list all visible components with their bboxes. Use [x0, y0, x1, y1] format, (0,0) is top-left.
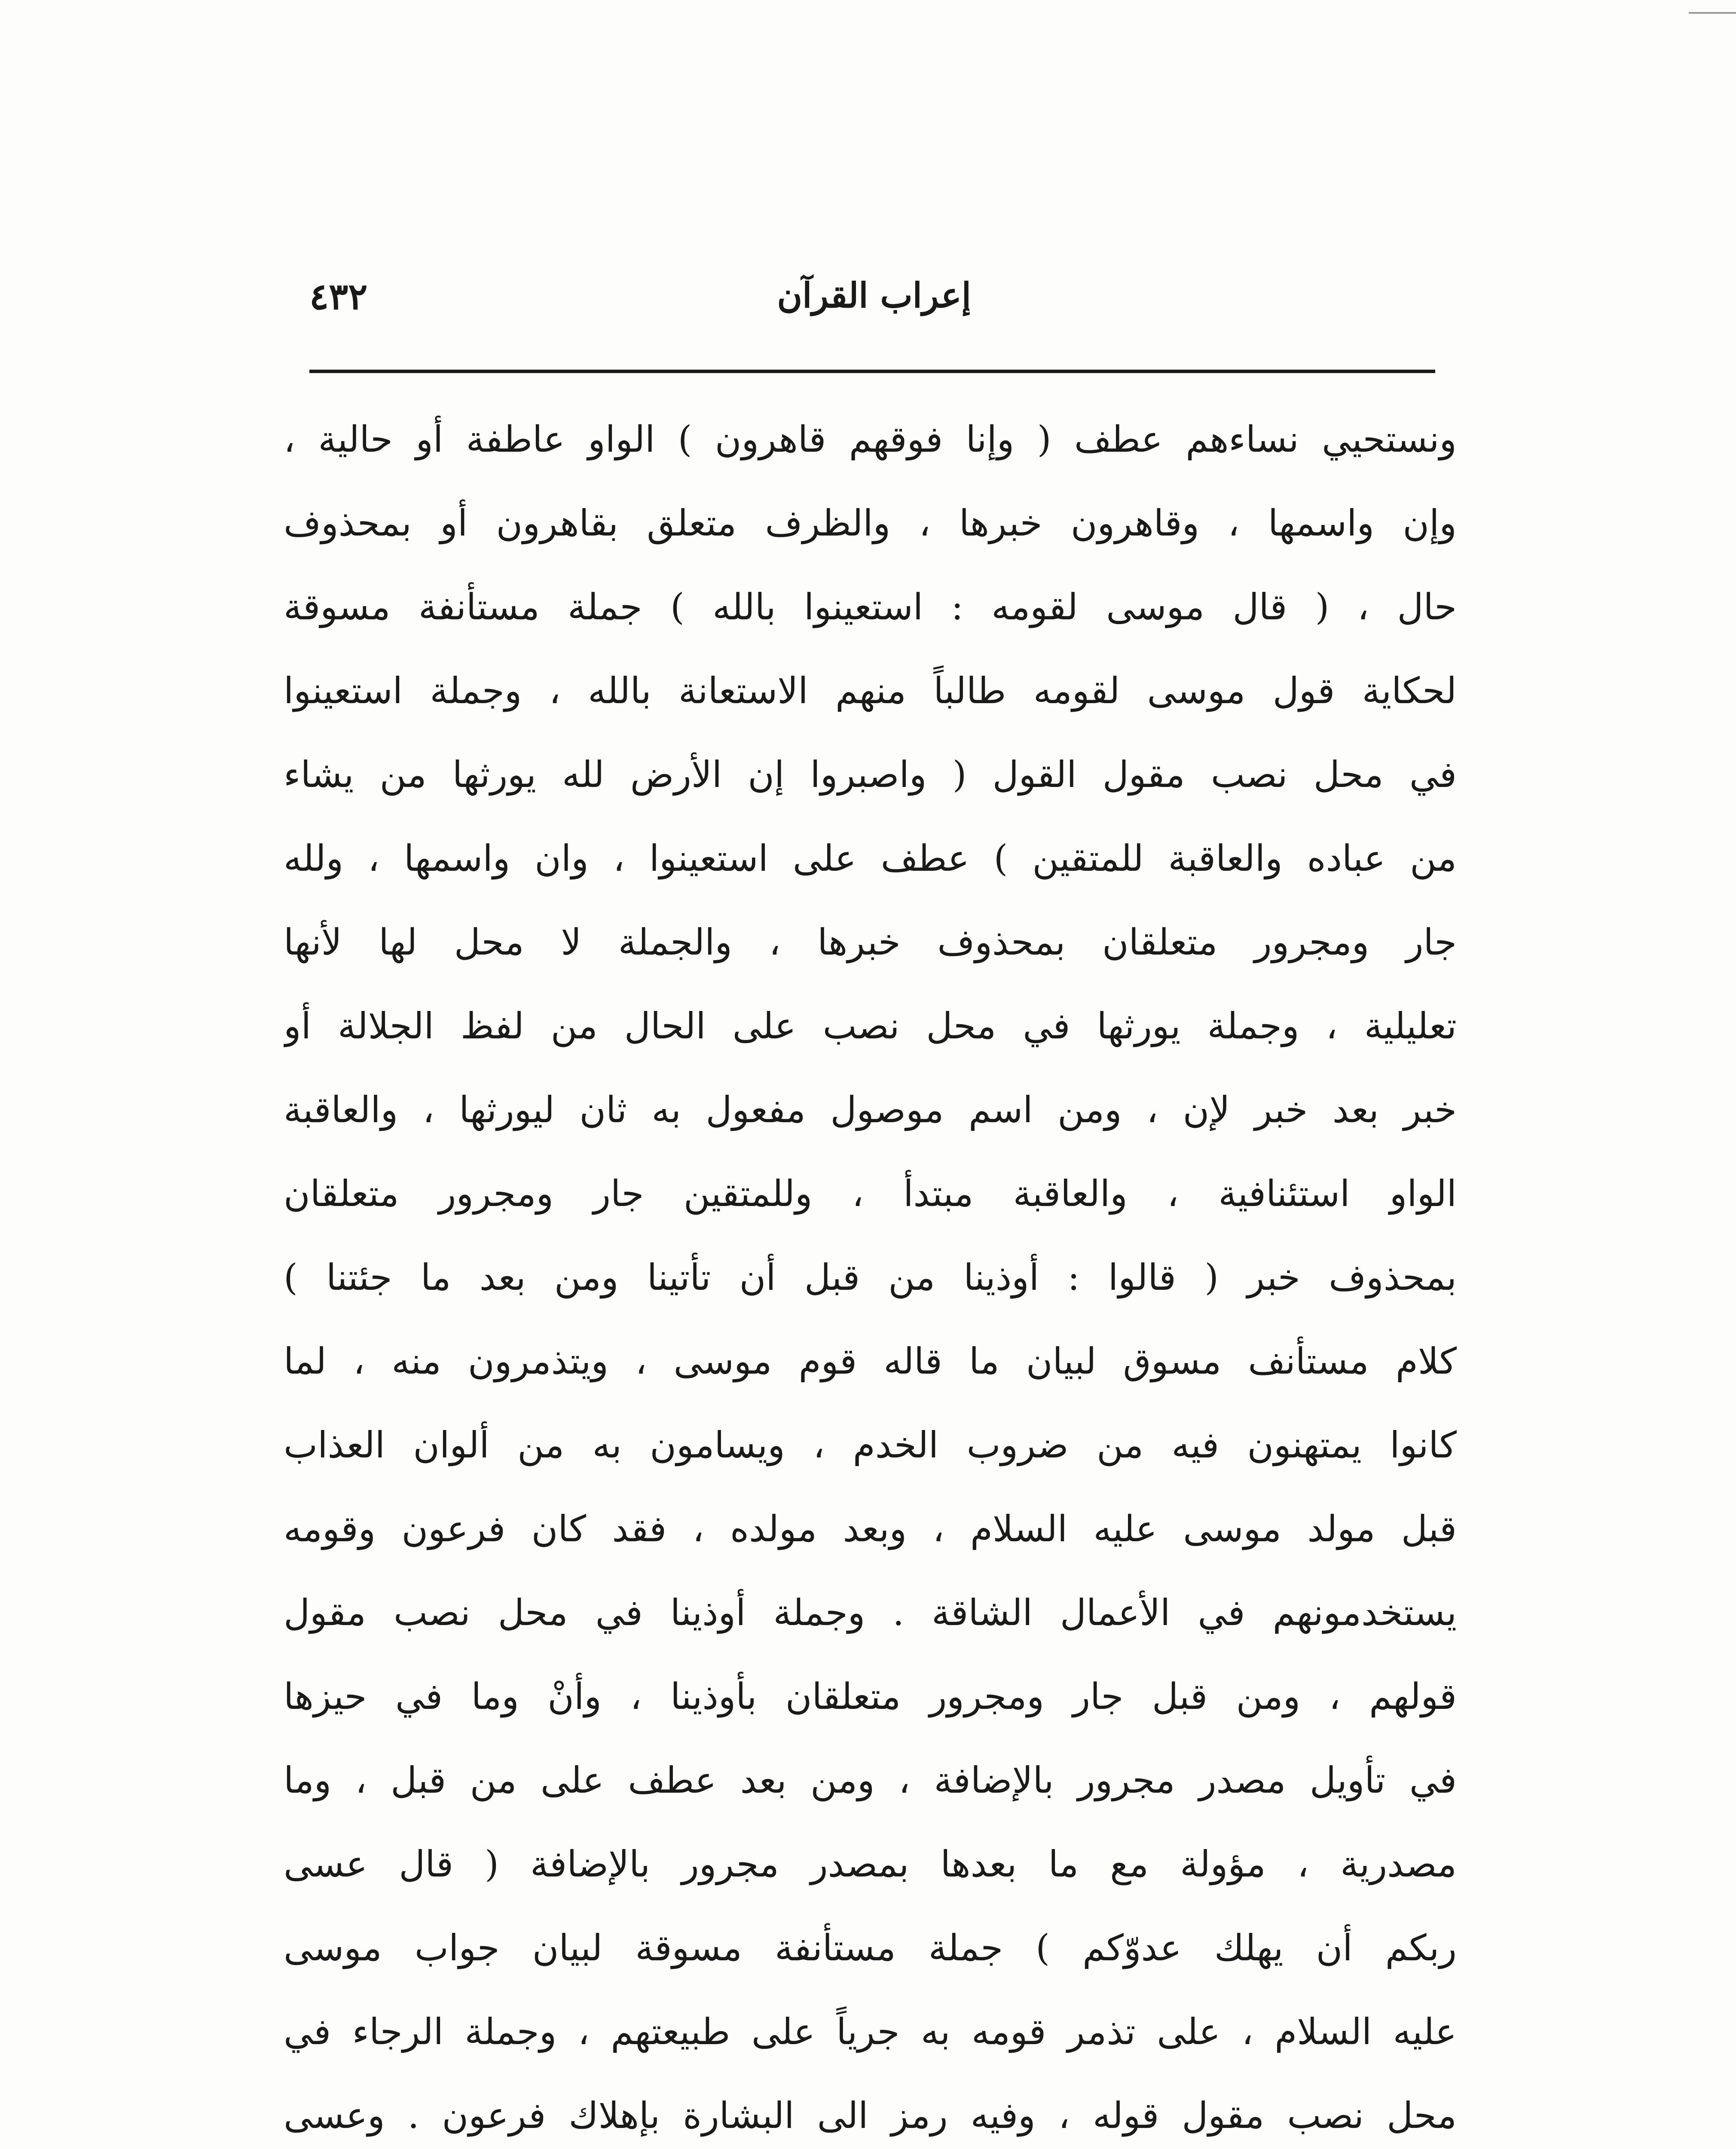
text-line: ونستحيي نساءهم عطف ( وإنا فوقهم قاهرون ) الواو عاطفة أو حالية ، — [284, 418, 1457, 460]
text-line: لحكاية قول موسى لقومه طالباً منهم الاستعانة بالله ، وجملة استعينوا — [284, 670, 1457, 712]
text-line: جار ومجرور متعلقان بمحذوف خبرها ، والجملة لا محل لها لأنها — [284, 921, 1457, 963]
text-line: ربكم أن يهلك عدوّكم ) جملة مستأنفة مسوقة لبيان جواب موسى — [284, 1927, 1457, 1969]
body-text — [284, 398, 1457, 2149]
text-line: حال ، ( قال موسى لقومه : استعينوا بالله ) جملة مستأنفة مسوقة — [284, 586, 1457, 628]
text-line: بمحذوف خبر ( قالوا : أوذينا من قبل أن تأتينا ومن بعد ما جئتنا ) — [284, 1256, 1457, 1298]
text-line: مصدرية ، مؤولة مع ما بعدها بمصدر مجرور بالإضافة ( قال عسى — [284, 1843, 1457, 1885]
running-title: إعراب القرآن — [777, 275, 971, 315]
text-line: وإن واسمها ، وقاهرون خبرها ، والظرف متعلق بقاهرون أو بمحذوف — [284, 502, 1457, 544]
page-corner-mark — [1689, 12, 1736, 14]
text-line: من عباده والعاقبة للمتقين ) عطف على استعينوا ، وان واسمها ، ولله — [284, 837, 1457, 879]
page-header — [309, 275, 1435, 331]
text-line: كلام مستأنف مسوق لبيان ما قاله قوم موسى ، ويتذمرون منه ، لما — [284, 1340, 1457, 1382]
text-line: في تأويل مصدر مجرور بالإضافة ، ومن بعد عطف على من قبل ، وما — [284, 1759, 1457, 1801]
text-line: يستخدمونهم في الأعمال الشاقة . وجملة أوذينا في محل نصب مقول — [284, 1592, 1457, 1634]
text-line: محل نصب مقول قوله ، وفيه رمز الى البشارة بإهلاك فرعون . وعسى — [284, 2094, 1457, 2137]
header-rule — [309, 370, 1435, 373]
text-line: تعليلية ، وجملة يورثها في محل نصب على الحال من لفظ الجلالة أو — [284, 1005, 1457, 1047]
text-line: كانوا يمتهنون فيه من ضروب الخدم ، ويسامون به من ألوان العذاب — [284, 1424, 1457, 1466]
page-number: ٤٣٢ — [309, 275, 368, 318]
text-line: خبر بعد خبر لإن ، ومن اسم موصول مفعول به ثان ليورثها ، والعاقبة — [284, 1089, 1457, 1131]
text-line: قبل مولد موسى عليه السلام ، وبعد مولده ، فقد كان فرعون وقومه — [284, 1508, 1457, 1550]
text-line: الواو استئنافية ، والعاقبة مبتدأ ، وللمتقين جار ومجرور متعلقان — [284, 1172, 1457, 1215]
text-line: قولهم ، ومن قبل جار ومجرور متعلقان بأوذينا ، وأنْ وما في حيزها — [284, 1675, 1457, 1717]
text-line: عليه السلام ، على تذمر قومه به جرياً على طبيعتهم ، وجملة الرجاء في — [284, 2011, 1457, 2053]
text-line: في محل نصب مقول القول ( واصبروا إن الأرض لله يورثها من يشاء — [284, 753, 1457, 796]
